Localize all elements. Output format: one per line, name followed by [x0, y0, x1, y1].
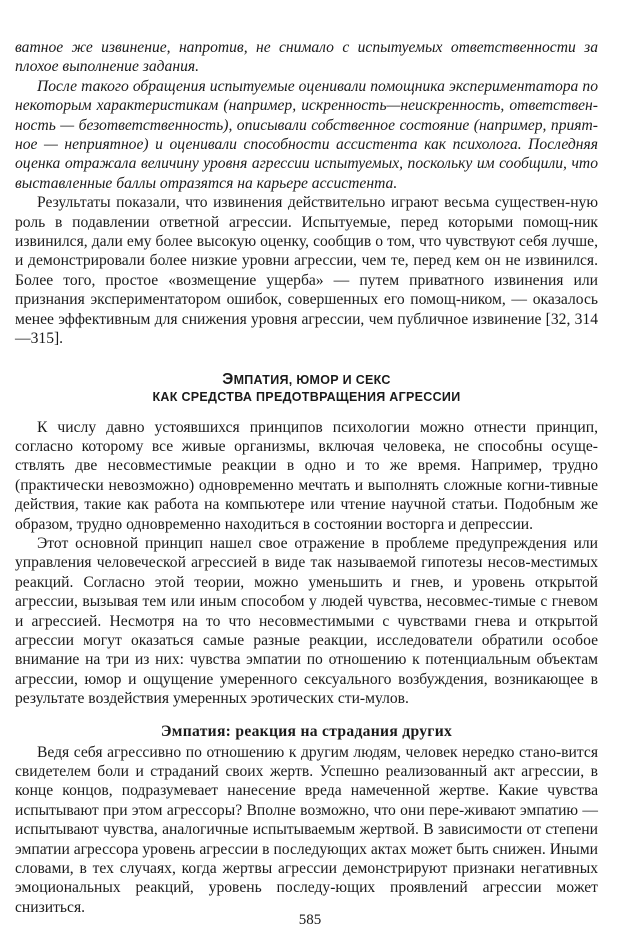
heading-initial: Э	[222, 370, 234, 388]
heading-rest: МПАТИЯ, ЮМОР И СЕКС	[233, 372, 391, 387]
paragraph-continuation: ватное же извинение, напротив, не снимало с испытуемых ответственности за плохое выполнение задания.	[15, 39, 598, 76]
chapter-heading-line-1	[15, 371, 598, 389]
paragraph-procedure: После такого обращения испытуемые оценивали помощника экспериментатора по некоторым характеристикам (например, искренность—неискренность, ответствен-ность — безответственность), описывали собственное состояние (например, прият-ное — неприятное) и оценивали способности ассистента как психолога. Последняя оценка отражала величину уровня агрессии испытуемых, поскольку им сообщили, что выставленные баллы отразятся на карьере ассистента.	[15, 77, 598, 192]
page-number: 585	[298, 912, 322, 928]
paragraph-empathy: Ведя себя агрессивно по отношению к другим людям, человек нередко стано-вится свидетелем боли и страданий своих жертв. Успешно реализованный акт агрессии, в конце концов, подразумевает нанесение вреда намеченной жертве. Какие чувства испытывают при этом агрессоры? Вполне возможно, что они пере-живают эмпатию — испытывают чувства, аналогичные испытываемым жертвой. В зависимости от степени эмпатии агрессора уровень агрессии в последующих актах может быть снижен. Иными словами, в тех случаях, когда жертвы агрессии демонстрируют признаки негативных эмоциональных реакций, уровень последу-ющих проявлений агрессии может снизиться.	[15, 743, 598, 916]
paragraph-hypothesis: Этот основной принцип нашел свое отражение в проблеме предупреждения или управления человеческой агрессией в виде так называемой гипотезы несов-местимых реакций. Согласно этой теории, можно уменьшить и гнев, и уровень открытой агрессии, вызывая тем или иным способом у людей чувства, несовмес-тимые с гневом и агрессией. Несмотря на то что несовместимыми с чувствами гнева и открытой агрессии могут оказаться самые разные реакции, исследователи обратили особое внимание на три из них: чувства эмпатии по отношению к потенциальным объектам агрессии, юмор и ощущение умеренного сексуального возбуждения, возникающее в результате воздействия умеренных эротических сти-мулов.	[15, 534, 598, 708]
chapter-heading-line-2: КАК СРЕДСТВА ПРЕДОТВРАЩЕНИЯ АГРЕССИИ	[152, 389, 461, 404]
paragraph-results: Результаты показали, что извинения действительно играют весьма существен-ную роль в подавлении ответной агрессии. Испытуемые, перед которыми помощ-ник извинился, дали ему более высокую оценку, сообщив о том, что чувствуют себя лучше, и демонстрировали более низкие уровни агрессии, чем те, перед кем он не извинился. Более того, простое «возмещение ущерба» — путем приватного извинения или признания экспериментатором ошибок, совершенных его помощ-ником, — оказалось менее эффективным для снижения уровня агрессии, чем публичное извинение [32, 314—315].	[15, 194, 598, 348]
section-heading: Эмпатия: реакция на страдания других	[160, 722, 453, 740]
paragraph-principle: К числу давно устоявшихся принципов психологии можно отнести принцип, согласно которому все живые организмы, включая человека, не способны осуще-ствлять две несовместимые реакции в одно и то же время. Например, трудно (практически невозможно) одновременно мечтать и выполнять сложные когни-тивные действия, такие как работа на компьютере или чтение научной статьи. Подобным же образом, трудно одновременно находиться в состоянии восторга и депрессии.	[15, 418, 598, 533]
